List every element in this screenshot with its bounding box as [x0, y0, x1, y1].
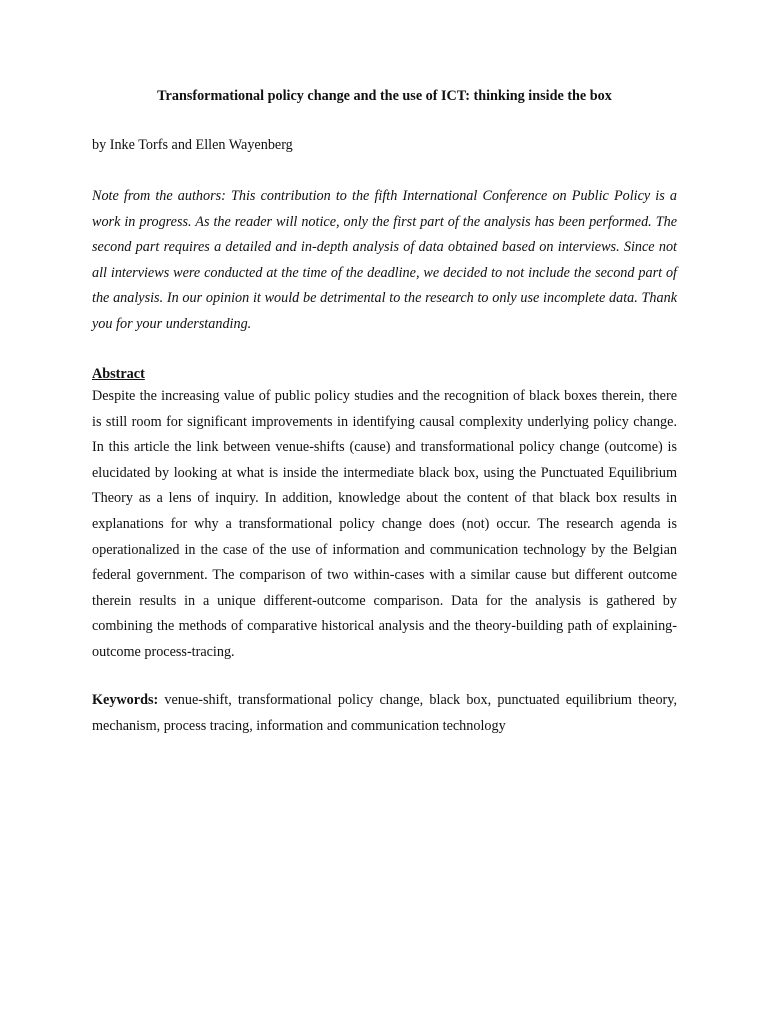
- abstract-heading: Abstract: [92, 366, 145, 382]
- author-line: by Inke Torfs and Ellen Wayenberg: [92, 137, 293, 153]
- abstract-text: Despite the increasing value of public policy studies and the recognition of black boxes therein, there is still room for significant improvements in identifying causal complexity underlying policy change. In this article the link between venue-shifts (cause) and transformational policy change (outcome) is elucidated by looking at what is inside the intermediate black box, using the Punctuated Equilibrium Theory as a lens of inquiry. In addition, knowledge about the content of that black box results in explanations for why a transformational policy change does (not) occur. The research agenda is operationalized in the case of the use of information and communication technology by the Belgian federal government. The comparison of two within-cases with a similar cause but different outcome therein results in a unique different-outcome comparison. Data for the analysis is gathered by combining the methods of comparative historical analysis and the theory-building path of explaining-outcome process-tracing.: [92, 388, 677, 660]
- paper-title: Transformational policy change and the use of ICT: thinking inside the box: [157, 88, 612, 104]
- authors-note: Note from the authors: This contribution to the fifth International Conference on Public Policy is a work in progress. As the reader will notice, only the first part of the analysis has been performed. The second part requires a detailed and in-depth analysis of data obtained based on interviews. Since not all interviews were conducted at the time of the deadline, we decided to not include the second part of the analysis. In our opinion it would be detrimental to the research to only use incomplete data. Thank you for your understanding.: [92, 188, 677, 332]
- keywords-label: Keywords:: [92, 692, 159, 708]
- keywords-text: venue-shift, transformational policy change, black box, punctuated equilibrium theory, mechanism, process tracing, information and communication technology: [92, 692, 677, 734]
- keywords-paragraph: [92, 688, 677, 739]
